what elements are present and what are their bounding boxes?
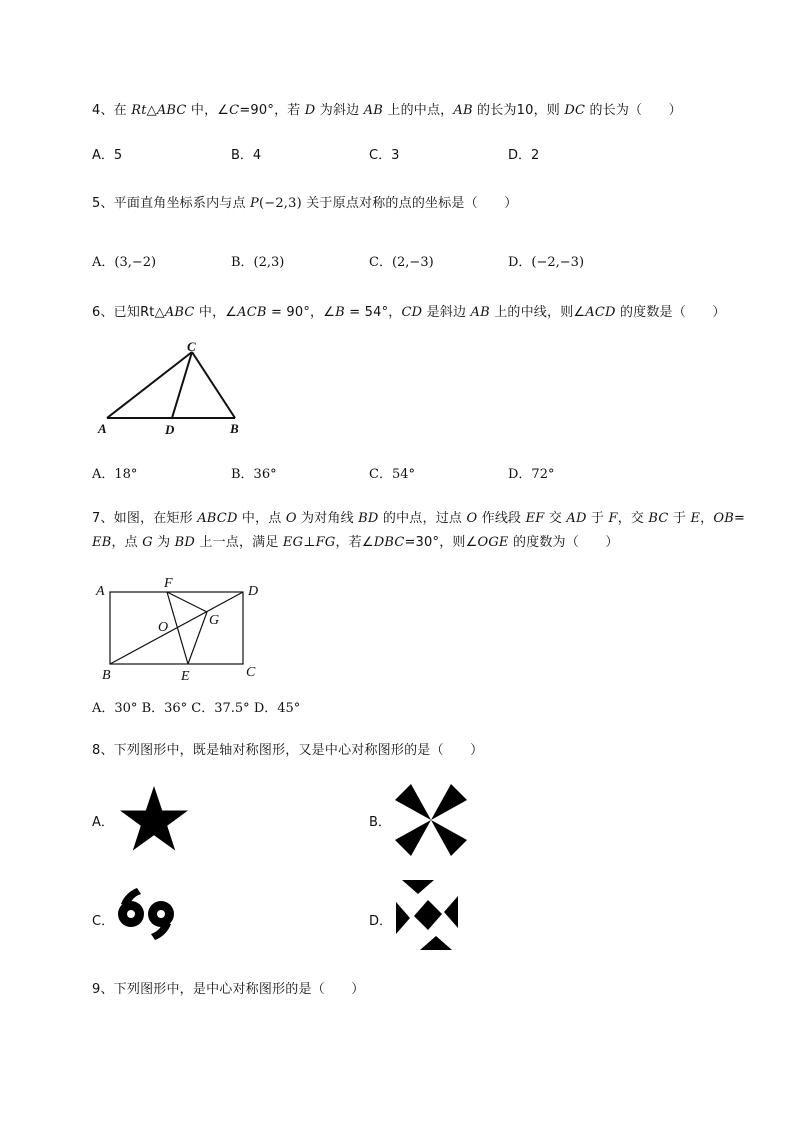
q4-option-d[interactable]: D．2 (508, 148, 540, 163)
label-c: C (246, 665, 256, 680)
star-shape-icon (118, 784, 190, 854)
q8-option-c-label[interactable]: C． (92, 914, 115, 929)
median-cd (172, 352, 192, 418)
label-a: A (98, 421, 107, 436)
label-d: D (248, 584, 259, 599)
q5-option-c[interactable]: C．(2,−3) (369, 255, 434, 270)
q5-option-d[interactable]: D．(−2,−3) (508, 255, 585, 270)
question-7-stem-line2: EB，点 G 为 BD 上一点，满足 EG⊥FG，若∠DBC=30°，则∠OGE 的度数为（ ） (92, 535, 619, 550)
q4-option-b[interactable]: B．4 (231, 148, 262, 163)
q5-option-a[interactable]: A．(3,−2) (92, 255, 157, 270)
triangle-figure (95, 340, 255, 440)
q8-option-a-label[interactable]: A． (92, 815, 114, 830)
q4-option-c[interactable]: C．3 (369, 148, 400, 163)
question-6-stem: 6、已知Rt△ABC 中，∠ACB = 90°，∠B = 54°，CD 是斜边 AB 上的中线，则∠ACD 的度数是（ ） (92, 305, 726, 320)
label-d: D (165, 422, 175, 437)
rectangle-figure (90, 572, 270, 687)
q6-option-b[interactable]: B．36° (231, 467, 277, 482)
question-4-stem: 4、在 Rt△ABC 中，∠C=90°，若 D 为斜边 AB 上的中点，AB 的长为10，则 DC 的长为（ ） (92, 103, 682, 118)
label-g: G (209, 613, 220, 628)
q6-option-c[interactable]: C．54° (369, 467, 415, 482)
label-f: F (164, 576, 173, 591)
pinwheel-shape-icon (393, 782, 469, 858)
side-ac (107, 352, 192, 418)
question-5-stem: 5、平面直角坐标系内与点 P(−2,3) 关于原点对称的点的坐标是（ ） (92, 196, 518, 211)
label-o: O (158, 620, 169, 635)
q8-option-b-label[interactable]: B． (369, 815, 391, 830)
rotated-triangles-shape-icon (392, 878, 462, 952)
label-e: E (181, 669, 190, 684)
q4-option-a[interactable]: A．5 (92, 148, 123, 163)
q7-options[interactable]: A．30° B．36° C．37.5° D．45° (92, 701, 301, 716)
segment-fg (167, 592, 207, 612)
q6-option-d[interactable]: D．72° (508, 467, 555, 482)
yin-yang-comma-shape-icon (115, 884, 177, 946)
label-b: B (102, 668, 111, 683)
label-a: A (96, 584, 105, 599)
diagonal-bd (110, 592, 243, 664)
question-9-stem: 9、下列图形中，是中心对称图形的是（ ） (92, 982, 365, 997)
label-b: B (230, 421, 239, 436)
segment-ef (167, 592, 188, 664)
question-7-stem-line1: 7、如图，在矩形 ABCD 中，点 O 为对角线 BD 的中点，过点 O 作线段 EF 交 AD 于 F，交 BC 于 E，OB= (92, 511, 746, 526)
q5-option-b[interactable]: B．(2,3) (231, 255, 285, 270)
q6-option-a[interactable]: A．18° (92, 467, 138, 482)
side-cb (192, 352, 235, 418)
q8-option-d-label[interactable]: D． (369, 914, 393, 929)
label-c: C (187, 340, 196, 354)
question-8-stem: 8、下列图形中，既是轴对称图形，又是中心对称图形的是（ ） (92, 743, 484, 758)
